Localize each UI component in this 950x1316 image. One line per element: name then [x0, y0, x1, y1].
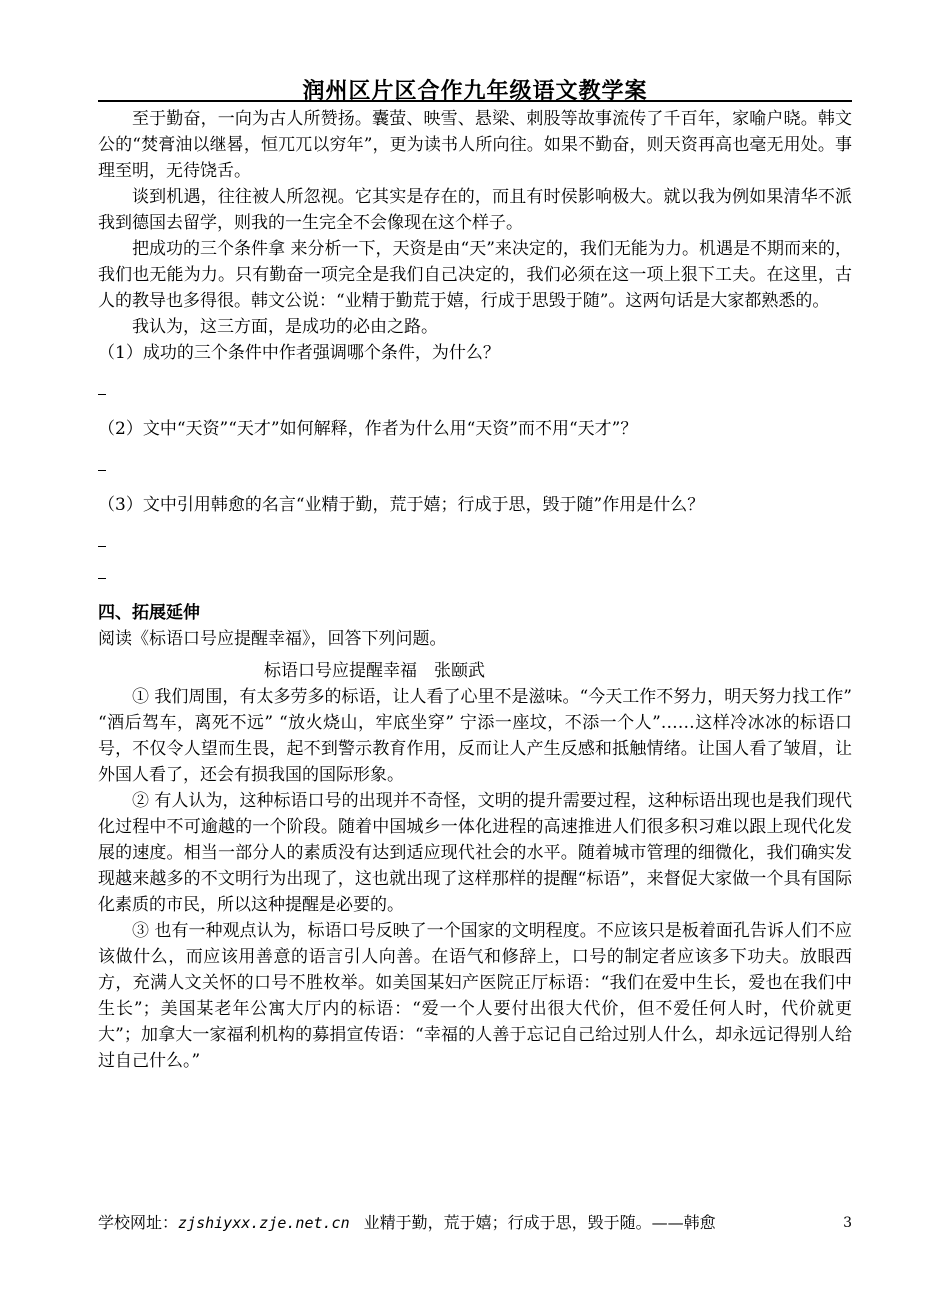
page-header-title: 润州区片区合作九年级语文教学案: [302, 79, 648, 104]
passage-paragraph: 至于勤奋，一向为古人所赞扬。囊萤、映雪、悬梁、刺股等故事流传了千百年，家喻户晓。韩文公的“焚膏油以继晷，恒兀兀以穷年”，更为读书人所向往。如果不勤奋，则天资再高也毫无用处。事理至明，无待饶舌。: [98, 109, 852, 181]
page-number: 3: [843, 1215, 852, 1231]
section-instruction: 阅读《标语口号应提醒幸福》，回答下列问题。: [98, 629, 447, 649]
passage-paragraph: 我认为，这三方面，是成功的必由之路。: [132, 317, 438, 337]
article-paragraph: ② 有人认为，这种标语口号的出现并不奇怪，文明的提升需要过程，这种标语出现也是我们现代化过程中不可逾越的一个阶段。随着中国城乡一体化进程的高速推进人们很多积习难以跟上现代化发展的速度。相当一部分人的素质没有达到适应现代社会的水平。随着城市管理的细微化，我们确实发现越来越多的不文明行为出现了，这也就出现了这样那样的提醒“标语”，来督促大家做一个具有国际化素质的市民，所以这种提醒是必要的。: [98, 791, 852, 915]
answer-line-3b[interactable]: [98, 568, 852, 588]
answer-line-1[interactable]: [98, 384, 852, 404]
page-footer: [98, 1212, 852, 1234]
header-divider: [98, 100, 852, 102]
answer-line-2[interactable]: [98, 460, 852, 480]
footer-site-url[interactable]: zjshiyxx.zje.net.cn: [178, 1214, 350, 1232]
question-2: （2）文中“天资”“天才”如何解释，作者为什么用“天资”而不用“天才”？: [98, 419, 638, 439]
article-paragraph: ③ 也有一种观点认为，标语口号反映了一个国家的文明程度。不应该只是板着面孔告诉人们不应该做什么，而应该用善意的语言引人向善。在语气和修辞上，口号的制定者应该多下功夫。放眼西方，充满人文关怀的口号不胜枚举。如美国某妇产医院正厅标语：“我们在爱中生长，爱也在我们中生长”；美国某老年公寓大厅内的标语：“爱一个人要付出很大代价，但不爱任何人时，代价就更大”；加拿大一家福利机构的募捐宣传语：“幸福的人善于忘记自己给过别人什么，却永远记得别人给过自己什么。”: [98, 921, 852, 1071]
article-title: 标语口号应提醒幸福 张颐武: [264, 661, 485, 681]
page-content: [98, 106, 852, 1074]
passage-paragraph: 谈到机遇，往往被人所忽视。它其实是存在的，而且有时侯影响极大。就以我为例如果清华不派我到德国去留学，则我的一生完全不会像现在这个样子。: [98, 187, 852, 233]
question-3: （3）文中引用韩愈的名言“业精于勤，荒于嬉；行成于思，毁于随”作用是什么？: [98, 495, 705, 515]
section-heading: 四、拓展延伸: [98, 603, 200, 623]
footer-site-label: 学校网址：: [98, 1213, 179, 1232]
answer-line-3a[interactable]: [98, 536, 852, 556]
question-1: （1）成功的三个条件中作者强调哪个条件，为什么？: [98, 343, 500, 363]
footer-motto: 业精于勤，荒于嬉；行成于思，毁于随。——韩愈: [363, 1213, 716, 1232]
article-paragraph: ① 我们周围，有太多劳多的标语，让人看了心里不是滋味。“今天工作不努力，明天努力找工作” “酒后驾车，离死不远” “放火烧山，牢底坐穿” 宁添一座坟，不添一个人”……这样冷冰冰的标语口号，不仅令人望而生畏，起不到警示教育作用，反而让人产生反感和抵触情绪。让国人看了皱眉，让外国人看了，还会有损我国的国际形象。: [98, 687, 852, 785]
passage-paragraph: 把成功的三个条件拿 来分析一下，天资是由“天”来决定的，我们无能为力。机遇是不期而来的，我们也无能为力。只有勤奋一项完全是我们自己决定的，我们必须在这一项上狠下工夫。在这里，古人的教导也多得很。韩文公说：“业精于勤荒于嬉，行成于思毁于随”。这两句话是大家都熟悉的。: [98, 239, 852, 311]
